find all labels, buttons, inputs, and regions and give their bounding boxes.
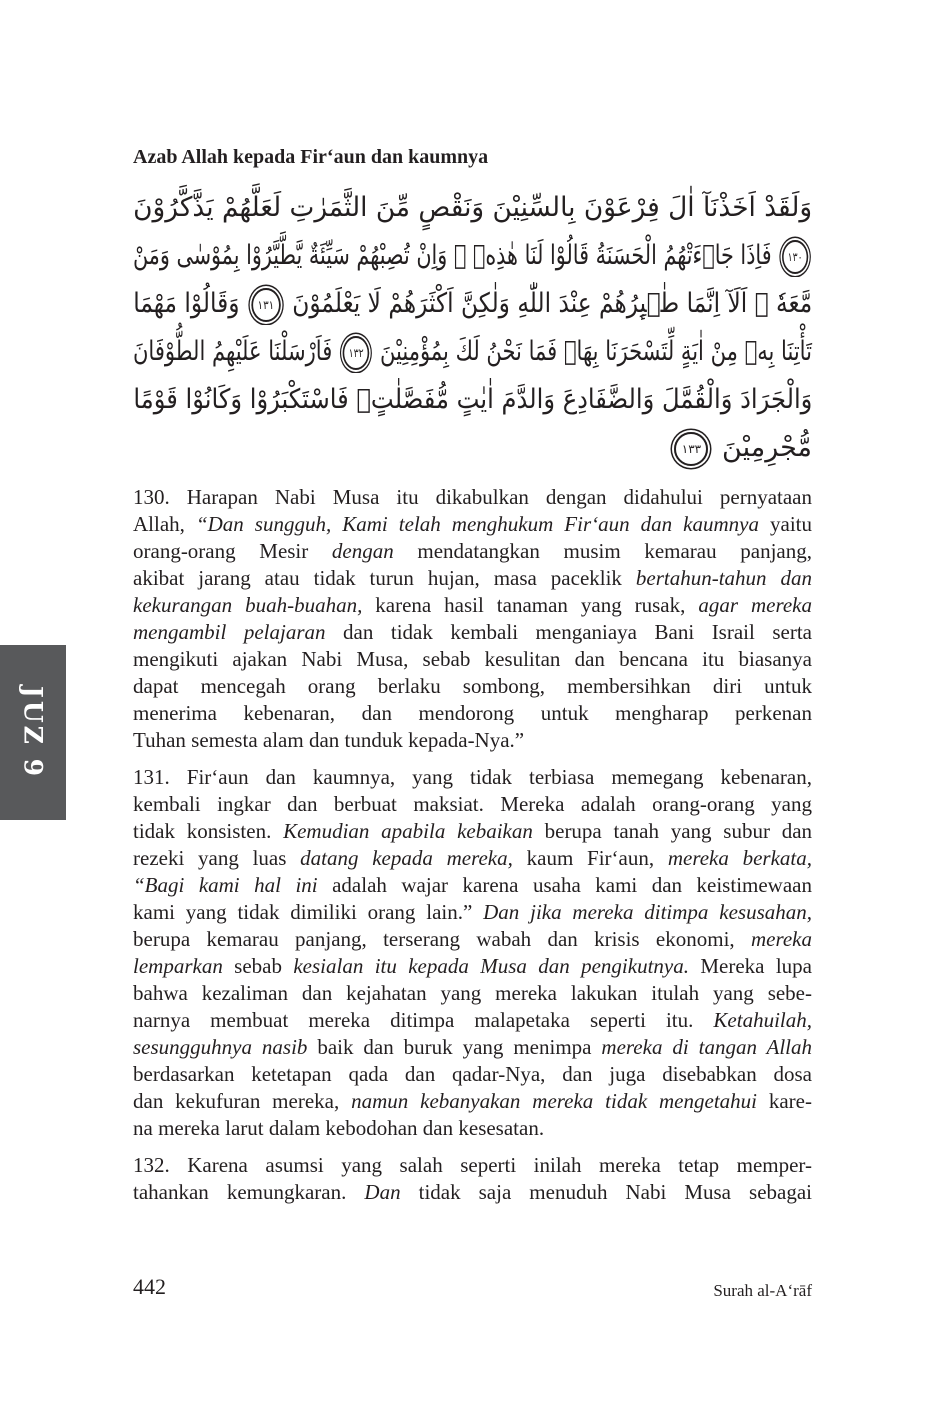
text: tidak konsisten. — [133, 819, 284, 843]
text-line — [133, 764, 812, 791]
text: orang-orang Mesir — [133, 539, 332, 563]
text: sebab — [222, 954, 294, 978]
text: na mereka larut dalam kebodohan dan kesesatan. — [133, 1116, 545, 1140]
text: rezeki yang luas — [133, 846, 301, 870]
italic-text: namun kebanyakan mereka tidak mengetahui — [351, 1089, 757, 1113]
italic-text: datang kepada mereka, — [300, 846, 513, 870]
commentary-paragraph — [133, 1152, 812, 1206]
arabic-line — [133, 184, 812, 232]
verse-number-marker: ١٣٢ — [343, 336, 370, 370]
text-line — [133, 592, 812, 619]
arabic-verse-text: وَقَالُوْا مَهْمَا — [133, 288, 240, 319]
text-line — [133, 953, 812, 980]
running-title: Surah al-A‘rāf — [713, 1281, 812, 1300]
commentary-paragraph — [133, 764, 812, 1142]
italic-text: kesialan itu kepada Musa dan pengikutnya. — [293, 954, 689, 978]
italic-text: “Dan sungguh, Kami telah menghukum Fir‘aun dan kaumnya — [195, 512, 759, 536]
italic-text: sesungguhnya nasib — [133, 1035, 308, 1059]
text-line — [133, 484, 812, 511]
text-line — [133, 899, 812, 926]
italic-text: bertahun-tahun dan — [635, 566, 812, 590]
arabic-line-text — [133, 376, 812, 424]
arabic-line — [133, 280, 812, 328]
text: Tuhan semesta alam dan tunduk kepada-Nya.” — [133, 728, 525, 752]
translation-body — [133, 484, 812, 1216]
arabic-line — [133, 328, 812, 376]
arabic-line — [133, 376, 812, 424]
italic-text: lemparkan — [133, 954, 223, 978]
text: kare- — [757, 1089, 812, 1113]
verse-number-marker: ١٣١ — [251, 288, 280, 322]
arabic-verse-text: تَأْتِنَا بِهٖ مِنْ اٰيَةٍ لِّتَسْحَرَنَا بِهَاۙ فَمَا نَحْنُ لَكَ بِمُؤْمِنِيْنَ — [380, 336, 812, 367]
arabic-verse-text: وَالْجَرَادَ وَالْقُمَّلَ وَالضَّفَادِعَ وَالدَّمَ اٰيٰتٍ مُّفَصَّلٰتٍۗ فَاسْتَكْبَرُوْا وَكَانُوْا قَوْمًا — [133, 384, 812, 415]
commentary-paragraph — [133, 484, 812, 754]
text-line — [133, 538, 812, 565]
text: berupa kemarau panjang, terserang wabah dan krisis ekonomi, — [133, 927, 751, 951]
italic-text: Dan — [364, 1180, 401, 1204]
arabic-verse-text: وَلَقَدْ اَخَذْنَآ اٰلَ فِرْعَوْنَ بِالسِّنِيْنَ وَنَقْصٍ مِّنَ الثَّمَرٰتِ لَعَلَّهُمْ يَذَّكَّرُوْنَ — [133, 192, 812, 223]
text-line — [133, 845, 812, 872]
text: Mereka lupa — [688, 954, 812, 978]
text: kaum Fir‘aun, — [512, 846, 668, 870]
text: berupa tanah yang subur dan — [532, 819, 813, 843]
text: akibat jarang atau tidak turun hujan, masa paceklik — [133, 566, 636, 590]
text: yaitu — [758, 512, 812, 536]
arabic-verse-text: فَاِذَا جَاۤءَتْهُمُ الْحَسَنَةُ قَالُوْا لَنَا هٰذِهٖ ۚ وَاِنْ تُصِبْهُمْ سَيِّئَةٌ يَّطَّيَّرُوْا بِمُوْسٰى وَمَنْ — [133, 240, 772, 271]
arabic-line-text — [133, 328, 812, 376]
text: dan kekufuran mereka, — [133, 1089, 352, 1113]
arabic-line-text — [133, 232, 812, 280]
verse-number-marker: ١٣٠ — [782, 240, 808, 274]
text-line — [133, 1179, 812, 1206]
text: tahankan kemungkaran. — [133, 1180, 365, 1204]
text-line — [133, 673, 812, 700]
text: baik dan buruk yang menimpa — [307, 1035, 602, 1059]
text: 130. Harapan Nabi Musa itu dikabulkan dengan didahului pernyataan — [133, 485, 812, 509]
text-line — [133, 511, 812, 538]
italic-text: mereka — [750, 927, 812, 951]
italic-text: mereka berkata, — [667, 846, 813, 870]
text: 131. Fir‘aun dan kaumnya, yang tidak terbiasa memegang kebenaran, — [133, 765, 812, 789]
arabic-verse-text: مَّعَهٗ ۗ اَلَآ اِنَّمَا طٰۤىِٕرُهُمْ عِنْدَ اللّٰهِ وَلٰكِنَّ اَكْثَرَهُمْ لَا يَعْلَمُوْنَ — [292, 288, 812, 319]
text-line — [133, 1088, 812, 1115]
text: mendatangkan musim kemarau panjang, — [393, 539, 812, 563]
text: mengikuti ajakan Nabi Musa, sebab kesulitan dan bencana itu biasanya — [133, 647, 812, 671]
text-line — [133, 1152, 812, 1179]
text: narnya membuat mereka ditimpa malapetaka seperti itu. — [133, 1008, 714, 1032]
text: karena hasil tanaman yang rusak, — [362, 593, 699, 617]
italic-text: mereka di tangan Allah — [601, 1035, 813, 1059]
text: Allah, — [133, 512, 196, 536]
text-line — [133, 791, 812, 818]
juz-label: JUZ 9 — [18, 686, 48, 779]
italic-text: Dan jika mereka ditimpa kesusahan, — [483, 900, 812, 924]
text-line — [133, 872, 812, 899]
text: adalah wajar karena usaha kami dan keistimewaan — [317, 873, 812, 897]
text-line — [133, 1034, 812, 1061]
arabic-verses — [133, 184, 812, 472]
text: dapat mencegah orang berlaku sombong, membersihkan diri untuk — [133, 674, 812, 698]
arabic-line — [133, 232, 812, 280]
text: dan tidak kembali menganiaya Bani Israil serta — [325, 620, 812, 644]
text: menerima kebenaran, dan mendorong untuk mengharap perkenan — [133, 701, 812, 725]
text-line — [133, 1061, 812, 1088]
italic-text: kekurangan buah-buahan, — [133, 593, 363, 617]
arabic-line-text — [133, 184, 812, 232]
italic-text: “Bagi kami hal ini — [133, 873, 318, 897]
text: kembali ingkar dan berbuat maksiat. Mereka adalah orang-orang yang — [133, 792, 812, 816]
text-line — [133, 1115, 812, 1142]
italic-text: dengan — [331, 539, 394, 563]
text-line — [133, 700, 812, 727]
text-line — [133, 980, 812, 1007]
text: tidak saja menuduh Nabi Musa sebagai — [400, 1180, 813, 1204]
italic-text: Kemudian apabila kebaikan — [283, 819, 533, 843]
italic-text: agar mereka — [698, 593, 812, 617]
italic-text: Ketahuilah, — [713, 1008, 812, 1032]
text-line — [133, 926, 812, 953]
page-number: 442 — [133, 1274, 166, 1299]
text-line — [133, 646, 812, 673]
arabic-line — [133, 424, 812, 472]
juz-side-tab — [0, 645, 66, 820]
text: kami yang tidak dimiliki orang lain.” — [133, 900, 484, 924]
text-line — [133, 565, 812, 592]
arabic-verse-text: فَاَرْسَلْنَا عَلَيْهِمُ الطُّوْفَانَ — [133, 336, 333, 367]
italic-text: mengambil pelajaran — [133, 620, 326, 644]
arabic-line-text — [669, 424, 812, 472]
arabic-verse-text: مُّجْرِمِيْنَ — [722, 432, 812, 463]
text-line — [133, 619, 812, 646]
text-line — [133, 818, 812, 845]
section-heading: Azab Allah kepada Fir‘aun dan kaumnya — [133, 146, 489, 168]
text: 132. Karena asumsi yang salah seperti inilah mereka tetap memper- — [133, 1153, 812, 1177]
text-line — [133, 1007, 812, 1034]
text: bahwa kezaliman dan kejahatan yang mereka lakukan itulah yang sebe- — [133, 981, 812, 1005]
text-line — [133, 727, 812, 754]
verse-number-marker: ١٣٣ — [674, 432, 708, 466]
text: berdasarkan ketetapan qada dan qadar-Nya, dan juga disebabkan dosa — [133, 1062, 812, 1086]
arabic-line-text — [133, 280, 812, 328]
